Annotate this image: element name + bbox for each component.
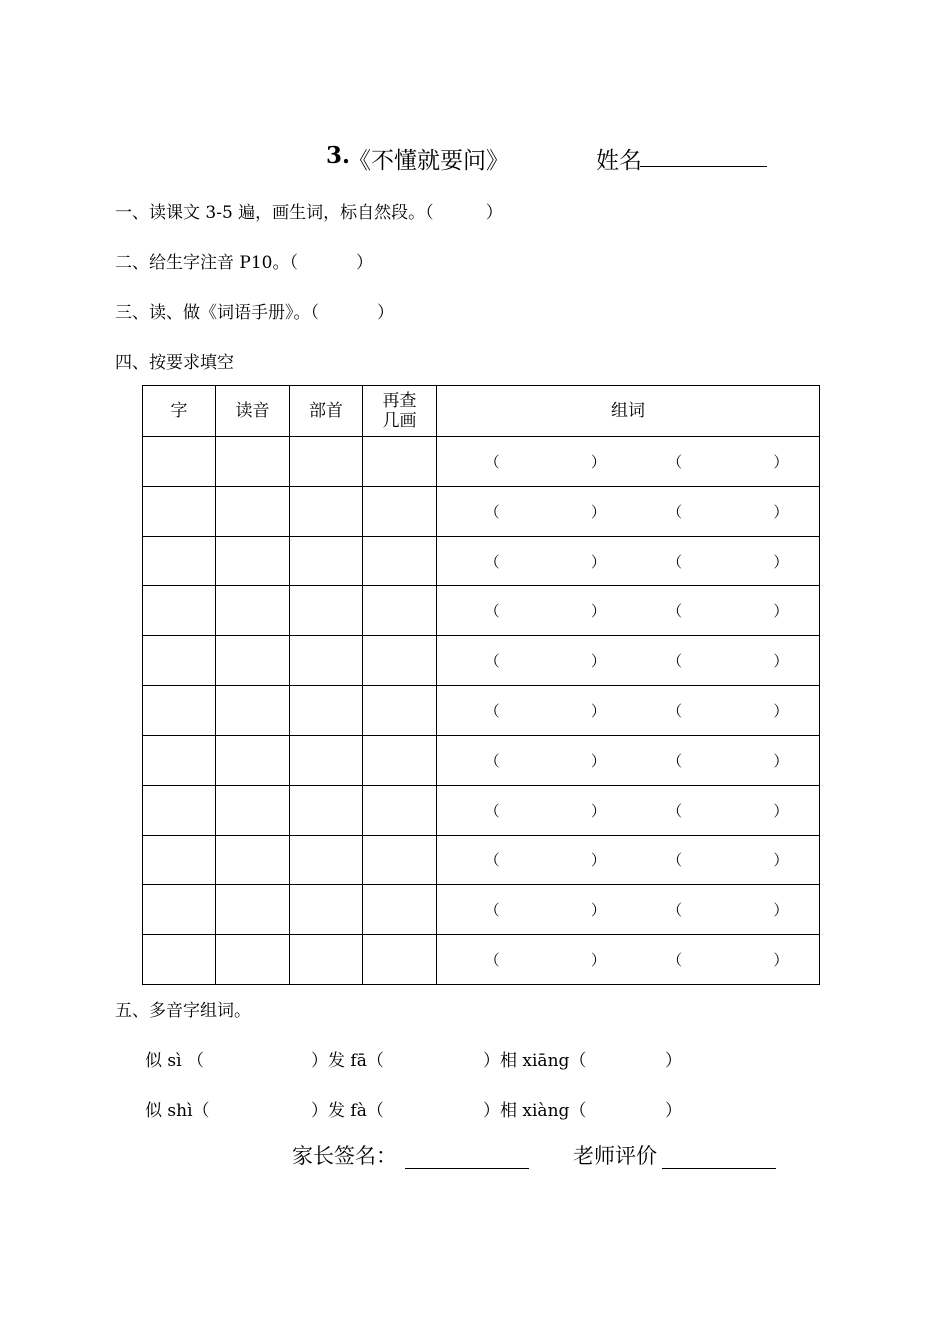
close-paren-1: ） [590, 452, 606, 471]
open-paren-2: （ [667, 901, 683, 920]
table-header-row [143, 386, 820, 437]
close-paren-2: ） [773, 851, 789, 870]
pronunciation-cell[interactable] [216, 785, 290, 835]
table-row [143, 486, 820, 536]
task-two [115, 248, 373, 273]
radical-cell[interactable] [290, 437, 363, 487]
parent-signature-field[interactable] [405, 1168, 529, 1169]
header-strokes-line1: 再查 [382, 391, 417, 411]
close-paren-2: ） [773, 652, 789, 671]
close-paren-2: ） [773, 751, 789, 770]
close-paren-1: ） [590, 502, 606, 521]
polyphone-fa1: ）发 fā（ [311, 1051, 384, 1071]
close-paren-2: ） [773, 452, 789, 471]
radical-cell[interactable] [290, 686, 363, 736]
radical-cell[interactable] [290, 735, 363, 785]
polyphone-xiang4: ）相 xiàng（ [483, 1101, 587, 1121]
open-paren-2: （ [667, 801, 683, 820]
close-paren-2: ） [773, 901, 789, 920]
header-words: 组词 [437, 386, 820, 437]
open-paren-2: （ [667, 751, 683, 770]
char-cell[interactable] [143, 735, 216, 785]
open-paren-1: （ [484, 951, 500, 970]
open-paren-2: （ [667, 452, 683, 471]
char-cell[interactable] [143, 935, 216, 985]
radical-cell[interactable] [290, 935, 363, 985]
close-paren-1: ） [590, 951, 606, 970]
strokes-cell[interactable] [363, 885, 437, 935]
open-paren-2: （ [667, 951, 683, 970]
char-cell[interactable] [143, 686, 216, 736]
words-cell[interactable] [437, 536, 820, 586]
table-row [143, 885, 820, 935]
radical-cell[interactable] [290, 586, 363, 636]
open-paren-2: （ [667, 652, 683, 671]
parent-signature-label: 家长签名： [292, 1144, 397, 1168]
strokes-cell[interactable] [363, 785, 437, 835]
words-cell[interactable] [437, 636, 820, 686]
polyphone-shi4: 似 shì（ [145, 1101, 210, 1121]
polyphone-row2-close: ） [665, 1101, 682, 1121]
radical-cell[interactable] [290, 486, 363, 536]
table-row [143, 636, 820, 686]
words-cell[interactable] [437, 785, 820, 835]
words-cell[interactable] [437, 586, 820, 636]
pronunciation-cell[interactable] [216, 686, 290, 736]
radical-cell[interactable] [290, 536, 363, 586]
open-paren-1: （ [484, 701, 500, 720]
open-paren-1: （ [484, 502, 500, 521]
strokes-cell[interactable] [363, 686, 437, 736]
table-row [143, 935, 820, 985]
words-cell[interactable] [437, 735, 820, 785]
polyphone-row-2 [145, 1096, 682, 1121]
name-field[interactable] [640, 166, 767, 167]
polyphone-si4: 似 sì （ [145, 1051, 204, 1071]
close-paren-1: ） [590, 602, 606, 621]
open-paren-1: （ [484, 602, 500, 621]
strokes-cell[interactable] [363, 536, 437, 586]
table-body [143, 437, 820, 985]
close-paren-1: ） [590, 851, 606, 870]
words-cell[interactable] [437, 686, 820, 736]
pronunciation-cell[interactable] [216, 885, 290, 935]
table-row [143, 536, 820, 586]
radical-cell[interactable] [290, 835, 363, 885]
polyphone-fa4: ）发 fà（ [311, 1101, 384, 1121]
pronunciation-cell[interactable] [216, 636, 290, 686]
char-cell[interactable] [143, 636, 216, 686]
words-cell[interactable] [437, 486, 820, 536]
table-row [143, 785, 820, 835]
table-row [143, 586, 820, 636]
open-paren-2: （ [667, 502, 683, 521]
title-bar [0, 140, 950, 176]
open-paren-1: （ [484, 751, 500, 770]
pronunciation-cell[interactable] [216, 437, 290, 487]
open-paren-2: （ [667, 851, 683, 870]
close-paren-1: ） [590, 901, 606, 920]
pronunciation-cell[interactable] [216, 536, 290, 586]
pronunciation-cell[interactable] [216, 486, 290, 536]
strokes-cell[interactable] [363, 835, 437, 885]
strokes-cell[interactable] [363, 636, 437, 686]
close-paren-1: ） [590, 751, 606, 770]
teacher-evaluation-label: 老师评价 [573, 1144, 657, 1168]
task-two-text: 二、给生字注音 P10。（ [115, 253, 298, 273]
open-paren-1: （ [484, 801, 500, 820]
task-three [115, 298, 394, 323]
header-strokes [363, 386, 437, 437]
table-row [143, 835, 820, 885]
task-one-text: 一、读课文 3-5 遍，画生词，标自然段。（ [115, 203, 434, 223]
name-label: 姓名 [596, 148, 642, 174]
open-paren-2: （ [667, 701, 683, 720]
char-cell[interactable] [143, 536, 216, 586]
open-paren-1: （ [484, 552, 500, 571]
lesson-title: 《不懂就要问》 [348, 148, 509, 174]
polyphone-xiang1: ）相 xiāng（ [483, 1051, 587, 1071]
table-row [143, 686, 820, 736]
strokes-cell[interactable] [363, 935, 437, 985]
close-paren-2: ） [773, 951, 789, 970]
fill-in-table [142, 385, 820, 985]
task-one [115, 198, 503, 223]
strokes-cell[interactable] [363, 586, 437, 636]
polyphone-row1-close: ） [665, 1051, 682, 1071]
words-cell[interactable] [437, 935, 820, 985]
char-cell[interactable] [143, 885, 216, 935]
strokes-cell[interactable] [363, 735, 437, 785]
strokes-cell[interactable] [363, 486, 437, 536]
task-five: 五、多音字组词。 [115, 1001, 251, 1021]
words-cell[interactable] [437, 835, 820, 885]
open-paren-2: （ [667, 602, 683, 621]
task-one-close: ） [485, 203, 503, 223]
pronunciation-cell[interactable] [216, 586, 290, 636]
open-paren-2: （ [667, 552, 683, 571]
char-cell[interactable] [143, 486, 216, 536]
header-char: 字 [143, 386, 216, 437]
pronunciation-cell[interactable] [216, 935, 290, 985]
close-paren-2: ） [773, 801, 789, 820]
open-paren-1: （ [484, 851, 500, 870]
task-four: 四、按要求填空 [115, 353, 234, 373]
radical-cell[interactable] [290, 785, 363, 835]
header-strokes-line2: 几画 [382, 411, 417, 431]
teacher-evaluation-field[interactable] [662, 1168, 776, 1169]
char-cell[interactable] [143, 586, 216, 636]
char-cell[interactable] [143, 437, 216, 487]
strokes-cell[interactable] [363, 437, 437, 487]
radical-cell[interactable] [290, 636, 363, 686]
open-paren-1: （ [484, 652, 500, 671]
pronunciation-cell[interactable] [216, 835, 290, 885]
char-cell[interactable] [143, 785, 216, 835]
open-paren-1: （ [484, 901, 500, 920]
radical-cell[interactable] [290, 885, 363, 935]
table-row [143, 437, 820, 487]
task-three-close: ） [377, 303, 394, 323]
table-row [143, 735, 820, 785]
close-paren-2: ） [773, 701, 789, 720]
lesson-number: 3. [326, 142, 351, 169]
close-paren-2: ） [773, 552, 789, 571]
header-pronunciation: 读音 [216, 386, 290, 437]
close-paren-2: ） [773, 502, 789, 521]
words-cell[interactable] [437, 437, 820, 487]
open-paren-1: （ [484, 452, 500, 471]
task-two-close: ） [355, 253, 373, 273]
close-paren-1: ） [590, 652, 606, 671]
header-radical: 部首 [290, 386, 363, 437]
polyphone-row-1 [145, 1046, 682, 1071]
pronunciation-cell[interactable] [216, 735, 290, 785]
close-paren-1: ） [590, 701, 606, 720]
char-cell[interactable] [143, 835, 216, 885]
task-three-text: 三、读、做《词语手册》。（ [115, 303, 319, 323]
close-paren-1: ） [590, 552, 606, 571]
words-cell[interactable] [437, 885, 820, 935]
signature-bar [0, 1140, 950, 1176]
close-paren-1: ） [590, 801, 606, 820]
close-paren-2: ） [773, 602, 789, 621]
